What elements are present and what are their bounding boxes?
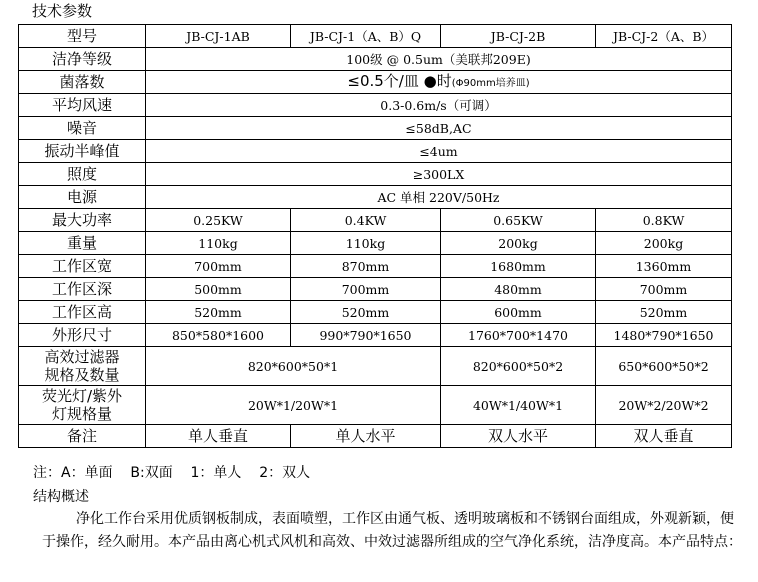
colony-value-dish: (Φ90mm培养皿): [451, 77, 530, 89]
row-label-illumination: 照度: [19, 163, 146, 186]
table-row-illumination: [19, 163, 732, 186]
work-depth-cell: 500mm: [146, 278, 291, 301]
row-label-remark: 备注: [19, 425, 146, 448]
weight-cell: 110kg: [291, 232, 441, 255]
spec-table: [18, 24, 732, 448]
colony-value: [146, 71, 732, 94]
table-row-max-power: [19, 209, 732, 232]
dimensions-cell: 850*580*1600: [146, 324, 291, 347]
work-height-cell: 600mm: [441, 301, 596, 324]
model-cell: JB-CJ-2（A、B）: [596, 25, 732, 48]
weight-cell: 110kg: [146, 232, 291, 255]
row-label-work-width: 工作区宽: [19, 255, 146, 278]
table-row-work-height: [19, 301, 732, 324]
table-row-work-depth: [19, 278, 732, 301]
max-power-cell: 0.8KW: [596, 209, 732, 232]
vibration-value: ≤4um: [146, 140, 732, 163]
row-label-hepa-line1: 高效过滤器: [44, 348, 120, 366]
table-row-lamp: [19, 386, 732, 425]
section-title: 技术参数: [32, 2, 93, 20]
lamp-cell: 40W*1/40W*1: [441, 386, 596, 425]
weight-cell: 200kg: [596, 232, 732, 255]
structure-heading: 结构概述: [33, 489, 89, 505]
hepa-cell: 650*600*50*2: [596, 347, 732, 386]
max-power-cell: 0.65KW: [441, 209, 596, 232]
table-row-dimensions: [19, 324, 732, 347]
model-cell: JB-CJ-1（A、B）Q: [291, 25, 441, 48]
weight-cell: 200kg: [441, 232, 596, 255]
dimensions-cell: 1480*790*1650: [596, 324, 732, 347]
work-height-cell: 520mm: [291, 301, 441, 324]
row-label-hepa-line2: 规格及数量: [44, 366, 120, 384]
work-width-cell: 700mm: [146, 255, 291, 278]
table-row-work-width: [19, 255, 732, 278]
illumination-value: ≥300LX: [146, 163, 732, 186]
table-row-airspeed: [19, 94, 732, 117]
table-row-model: [19, 25, 732, 48]
row-label-cleanliness: 洁净等级: [19, 48, 146, 71]
row-label-max-power: 最大功率: [19, 209, 146, 232]
max-power-cell: 0.25KW: [146, 209, 291, 232]
hepa-cell: 820*600*50*2: [441, 347, 596, 386]
row-label-work-depth: 工作区深: [19, 278, 146, 301]
table-row-cleanliness: [19, 48, 732, 71]
row-label-dimensions: 外形尺寸: [19, 324, 146, 347]
dimensions-cell: 990*790*1650: [291, 324, 441, 347]
colony-value-main: ≤0.5个/皿 ●时: [347, 71, 452, 90]
hepa-cell: 820*600*50*1: [146, 347, 441, 386]
max-power-cell: 0.4KW: [291, 209, 441, 232]
lamp-cell: 20W*2/20W*2: [596, 386, 732, 425]
model-cell: JB-CJ-1AB: [146, 25, 291, 48]
table-note: 注：A：单面 B:双面 1：单人 2：双人: [33, 465, 311, 481]
row-label-noise: 噪音: [19, 117, 146, 140]
power-supply-value: AC 单相 220V/50Hz: [146, 186, 732, 209]
work-height-cell: 520mm: [596, 301, 732, 324]
table-row-noise: [19, 117, 732, 140]
row-label-lamp: [19, 386, 146, 425]
table-row-power-supply: [19, 186, 732, 209]
work-width-cell: 1680mm: [441, 255, 596, 278]
table-row-weight: [19, 232, 732, 255]
row-label-weight: 重量: [19, 232, 146, 255]
row-label-vibration: 振动半峰值: [19, 140, 146, 163]
row-label-power-supply: 电源: [19, 186, 146, 209]
cleanliness-value: 100级 @ 0.5um（美联邦209E): [146, 48, 732, 71]
work-width-cell: 1360mm: [596, 255, 732, 278]
model-cell: JB-CJ-2B: [441, 25, 596, 48]
work-width-cell: 870mm: [291, 255, 441, 278]
airspeed-value: 0.3-0.6m/s（可调）: [146, 94, 732, 117]
remark-cell: 单人垂直: [146, 425, 291, 448]
row-label-model: 型号: [19, 25, 146, 48]
remark-cell: 双人垂直: [596, 425, 732, 448]
work-depth-cell: 700mm: [596, 278, 732, 301]
lamp-cell: 20W*1/20W*1: [146, 386, 441, 425]
dimensions-cell: 1760*700*1470: [441, 324, 596, 347]
table-row-vibration: [19, 140, 732, 163]
work-height-cell: 520mm: [146, 301, 291, 324]
row-label-hepa: [19, 347, 146, 386]
noise-value: ≤58dB,AC: [146, 117, 732, 140]
table-row-hepa: [19, 347, 732, 386]
remark-cell: 单人水平: [291, 425, 441, 448]
row-label-airspeed: 平均风速: [19, 94, 146, 117]
row-label-work-height: 工作区高: [19, 301, 146, 324]
row-label-colony: 菌落数: [19, 71, 146, 94]
structure-paragraph: 净化工作台采用优质钢板制成，表面喷塑，工作区由通气板、透明玻璃板和不锈钢台面组成，外观新颖，便于操作，经久耐用。本产品由离心机式风机和高效、中效过滤器所组成的空气净化系统，洁净度高。本产品特点：: [42, 511, 742, 550]
work-depth-cell: 700mm: [291, 278, 441, 301]
remark-cell: 双人水平: [441, 425, 596, 448]
row-label-lamp-line1: 荧光灯/紫外: [41, 387, 123, 405]
table-row-colony: [19, 71, 732, 94]
table-row-remark: [19, 425, 732, 448]
row-label-lamp-line2: 灯规格量: [51, 405, 112, 423]
work-depth-cell: 480mm: [441, 278, 596, 301]
